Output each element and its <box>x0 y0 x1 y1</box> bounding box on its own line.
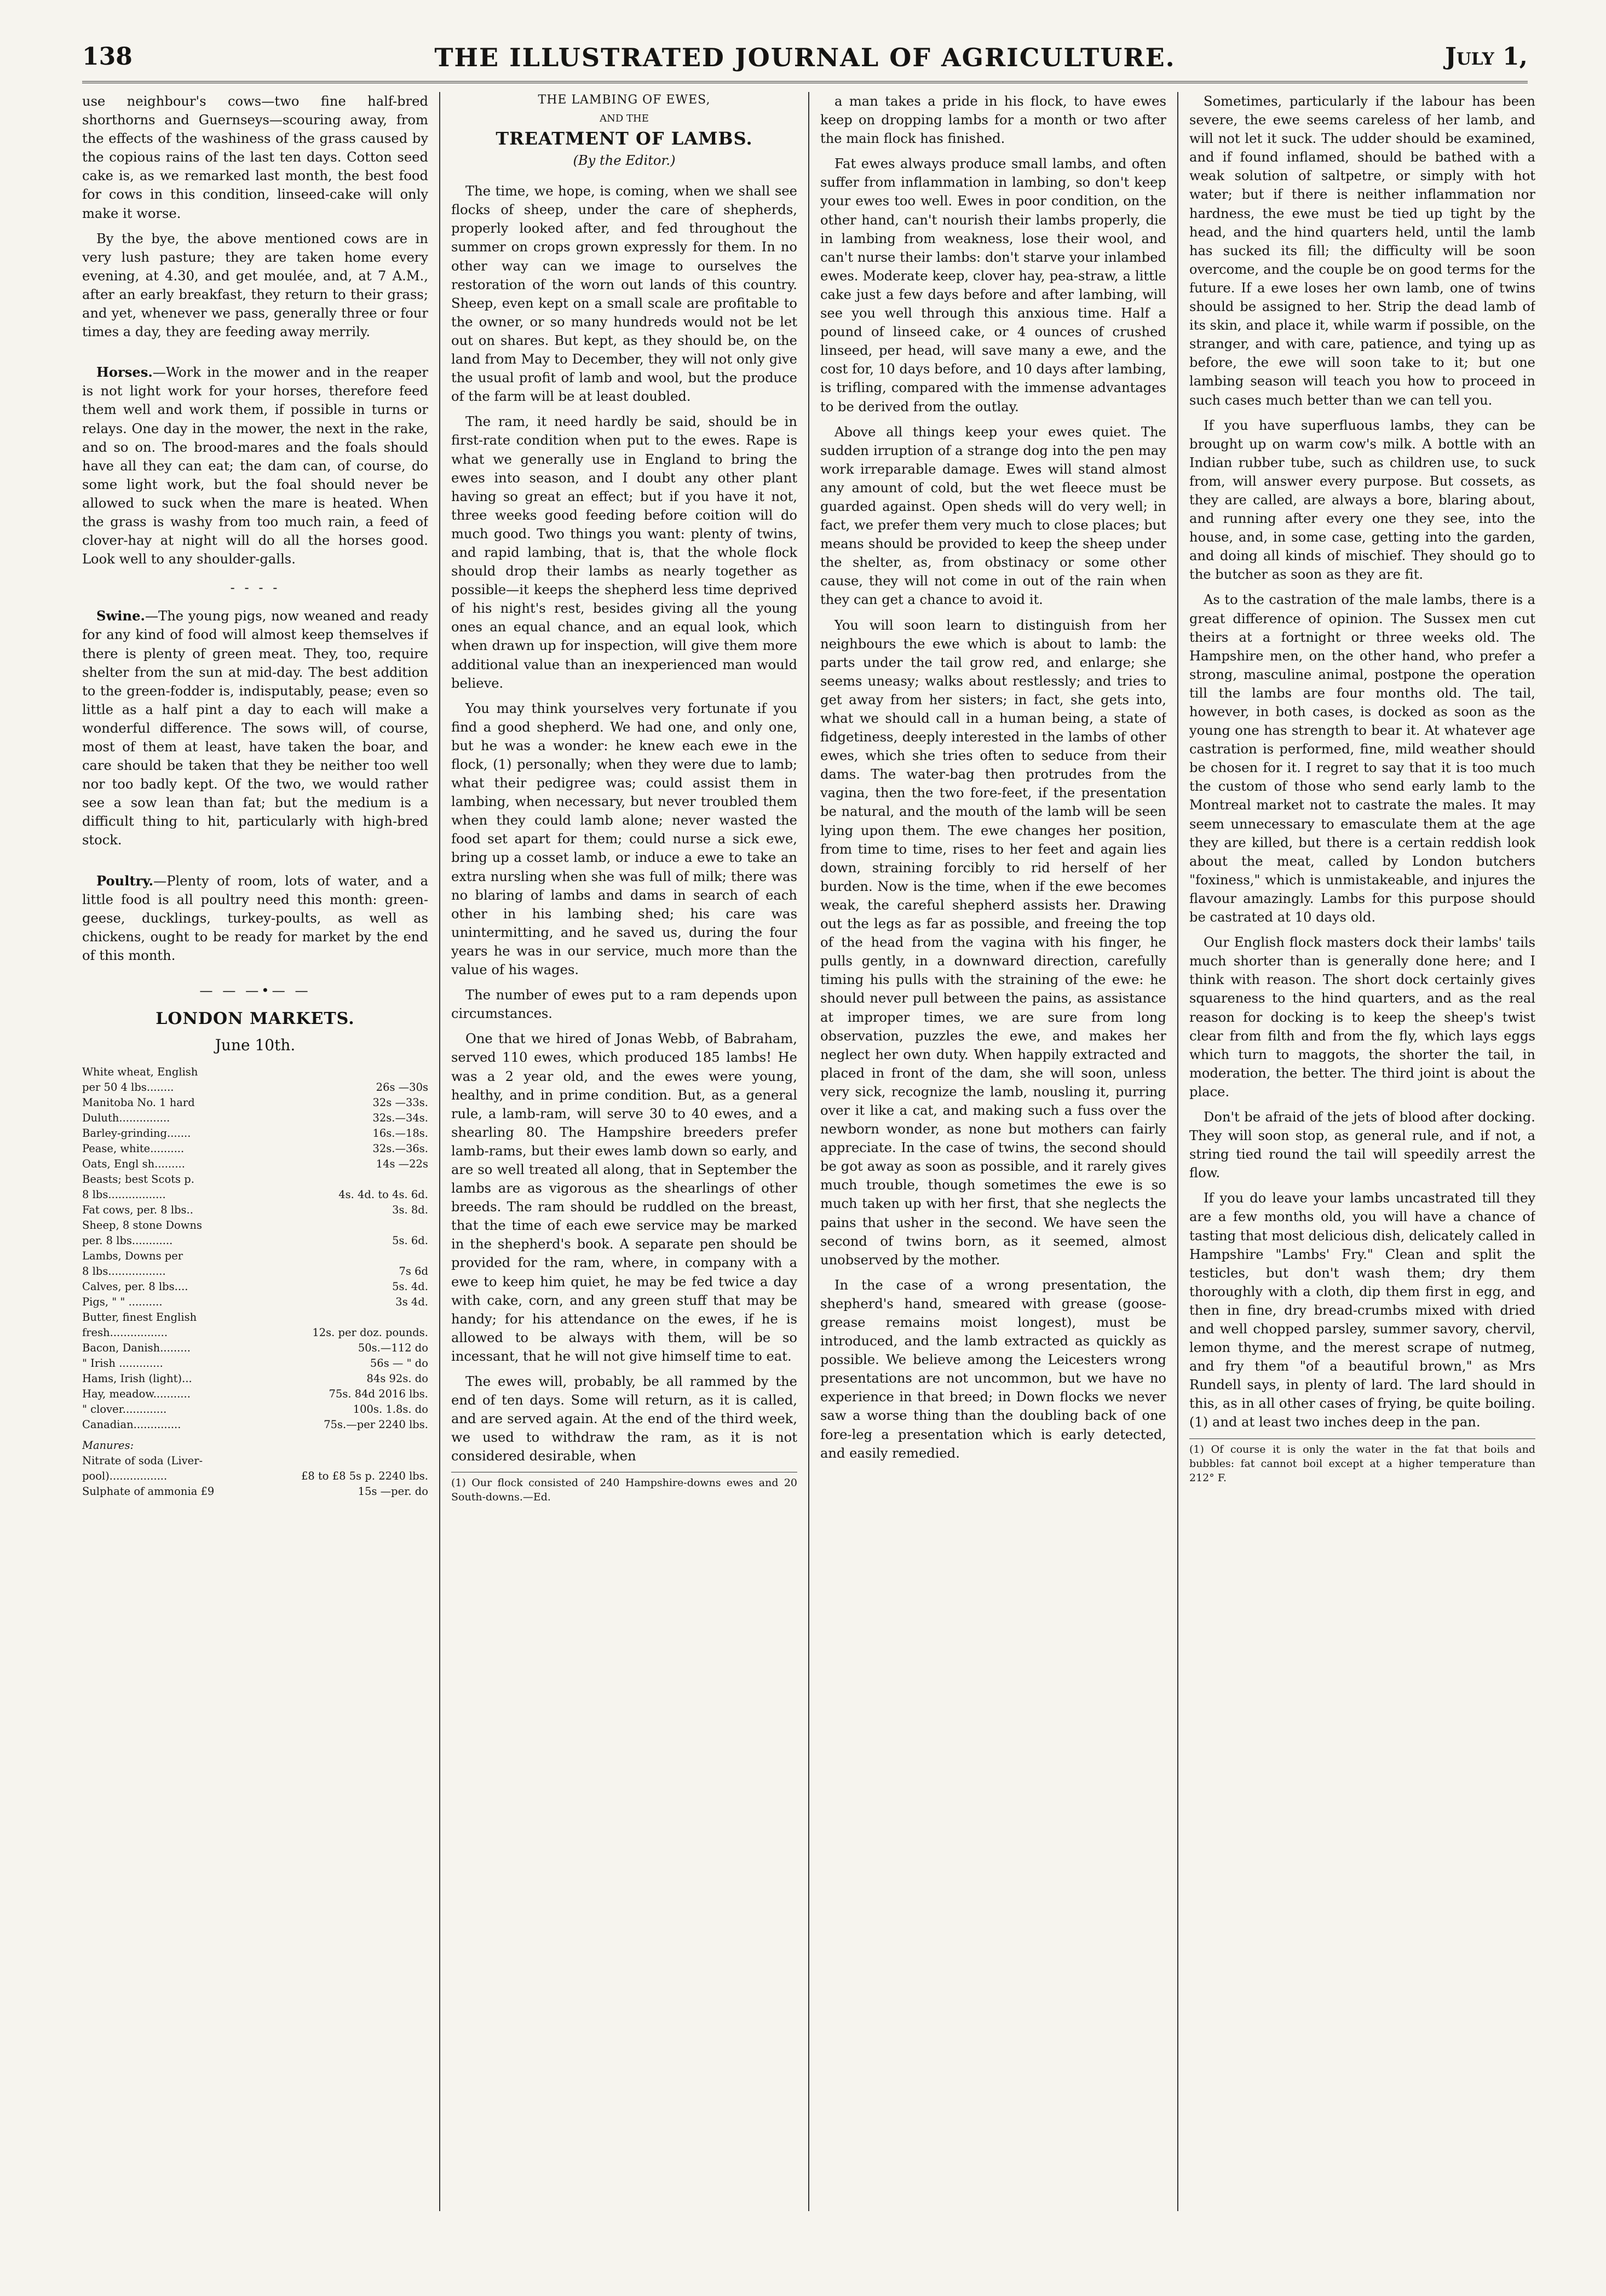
markets-title: LONDON MARKETS. <box>156 1009 355 1029</box>
market-row <box>82 1325 428 1340</box>
paragraph: a man takes a pride in his flock, to have ewes keep on dropping lambs for a month or two after the main flock has finished. <box>820 94 1166 147</box>
market-item: Fat cows, per. 8 lbs.. <box>82 1204 193 1217</box>
market-row <box>82 1126 428 1141</box>
paragraph: If you have superfluous lambs, they can be brought up on warm cow's milk. A bottle with an Indian rubber tube, such as children use, to suck from, will answer every purpose. But cossets, as they are called, are always a bore, blaring about, and running after every one they see, into the house, and, in some case, getting into the garden, and doing all kinds of mischief. They should go to the butcher as soon as they are fit. <box>1189 417 1535 583</box>
article-kicker: THE LAMBING OF EWES, <box>538 93 711 107</box>
column-rule <box>439 92 440 2211</box>
column-rule <box>808 92 809 2211</box>
market-item: Butter, finest English <box>82 1311 197 1324</box>
market-item: 8 lbs................. <box>82 1188 166 1201</box>
market-row <box>82 1156 428 1172</box>
market-item: 8 lbs................. <box>82 1265 166 1278</box>
paragraph: use neighbour's cows—two fine half-bred shorthorns and Guernseys—scouring away, from the effects of the washiness of the grass caused by the copious rains of the last ten days. Cotton seed cake is, as we remarked last month, the best food for cows in this condition, linseed-cake will only make it worse. <box>82 94 428 221</box>
market-price: 75s.—per 2240 lbs. <box>324 1418 428 1431</box>
market-price: 16s.—18s. <box>372 1127 428 1140</box>
market-row <box>82 1064 428 1080</box>
paragraph: By the bye, the above mentioned cows are in very lush pasture; they are taken home every evening, at 4.30, and get moulée, and, at 7 A.M., after an early breakfast, they return to their grass; and yet, whenever we pass, generally three or four times a day, they are feeding away merrily. <box>82 231 428 340</box>
section-text: —Work in the mower and in the reaper is not light work for your horses, therefore feed them well and work them, if possible in turns or relays. One day in the mower, the next in the rake, and so on. The brood-mares and the foals should have all they can eat; the dam can, of course, do some light work, but the foal should never be allowed to suck when the mare is heated. When the grass is washy from too much rain, a feed of clover-hay at night will do all the horses good. Look well to any shoulder-galls. <box>82 365 428 567</box>
article-body <box>451 182 797 1465</box>
market-list <box>82 1064 428 1432</box>
market-item: pool)................. <box>82 1470 168 1483</box>
market-item: Canadian.............. <box>82 1418 181 1431</box>
market-price: £8 to £8 5s p. 2240 lbs. <box>301 1470 428 1483</box>
paragraph: In the case of a wrong presentation, the shepherd's hand, smeared with grease (goose-grease remains moist longest), must be introduced, and the lamb extracted as quickly as possible. We believe among the Leicesters wrong presentations are not uncommon, but we have no experience in that breed; in Down flocks we never saw a worse thing than the doubling back of one fore-leg a presentation which is early detected, and easily remedied. <box>820 1277 1166 1461</box>
market-row <box>82 1469 428 1484</box>
separator: — — —•— — <box>199 983 311 999</box>
article-body <box>1189 92 1535 1432</box>
paragraph: The ewes will, probably, be all rammed by the end of ten days. Some will return, as it is called, and are served again. At the end of the third week, we used to withdraw the ram, as it is not considered desirable, when <box>451 1374 797 1464</box>
paragraph: The number of ewes put to a ram depends upon circumstances. <box>451 987 797 1022</box>
market-item: per. 8 lbs............ <box>82 1234 173 1247</box>
market-row <box>82 1310 428 1325</box>
market-price: 14s —22s <box>376 1158 428 1171</box>
separator: - - - - <box>230 580 280 596</box>
market-price: 32s —33s. <box>372 1096 428 1109</box>
paragraph: Fat ewes always produce small lambs, and often suffer from inflammation in lambing, so don't keep your ewes too well. Ewes in poor condition, on the other hand, can't nourish their lambs properly, die in lambing from weakness, lose their wool, and can't nurse their lambs: don't starve your inlambed ewes. Moderate keep, clover hay, pea-straw, a little cake just a few days before and after lambing, will see you well through this anxious time. Half a pound of linseed cake, or 4 ounces of crushed linseed, per head, will save many a ewe, and the cost for, 10 days before, and 10 days after lambing, is trifling, compared with the immense advantages to be derived from the outlay. <box>820 156 1166 415</box>
column-3 <box>820 92 1166 2211</box>
market-price: 84s 92s. do <box>366 1372 428 1385</box>
market-price: 5s. 6d. <box>392 1234 428 1247</box>
market-price: 100s. 1.8s. do <box>353 1403 428 1416</box>
market-item: Hay, meadow........... <box>82 1388 191 1401</box>
market-row <box>82 1402 428 1417</box>
section-text: —The young pigs, now weaned and ready for any kind of food will almost keep themselves if there is plenty of green meat. They, too, require shelter from the sun at mid-day. The best addition to the green-fodder is, indisputably, pease; even so little as a half pint a day to each will make a wonderful difference. The sows will, of course, most of them at least, have taken the boar, and care should be taken that they be neither too well nor too badly kept. Of the two, we would rather see a sow lean than fat; but the medium is a difficult thing to hit, particularly with high-bred stock. <box>82 608 428 848</box>
market-price: 3s 4d. <box>395 1296 428 1309</box>
markets-date: June 10th. <box>215 1036 296 1055</box>
issue-date: July 1, <box>1444 43 1528 71</box>
paragraph: Above all things keep your ewes quiet. The sudden irruption of a strange dog into the pen may work irreparable damage. Ewes will stand almost any amount of cold, but the wet fleece must be guarded against. Open sheds will do very well; in fact, we prefer them very much to close places; but means should be provided to keep the sheep under the shelter, as, from obstinacy or some other cause, they will not come in out of the rain when they can get a chance to avoid it. <box>820 424 1166 608</box>
market-item: Sheep, 8 stone Downs <box>82 1219 202 1232</box>
market-item: Oats, Engl sh......... <box>82 1158 185 1171</box>
market-price: 56s — " do <box>370 1357 428 1370</box>
market-row <box>82 1141 428 1156</box>
market-price: 50s.—112 do <box>358 1342 428 1355</box>
market-item: Calves, per. 8 lbs.... <box>82 1280 188 1293</box>
column-2 <box>451 92 797 2211</box>
paragraph: The time, we hope, is coming, when we shall see flocks of sheep, under the care of shepherds, properly looked after, and fed throughout the summer on crops grown expressly for them. In no other way can we image to ourselves the restoration of the worn out lands of this country. Sheep, even kept on a small scale are profitable to the owner, or so many hundreds would not be let out on shares. But kept, as they should be, on the land from May to December, they will not only give the usual profit of lamb and wool, but the produce of the farm will be at least doubled. <box>451 183 797 405</box>
market-row <box>82 1340 428 1356</box>
market-price: 3s. 8d. <box>392 1204 428 1217</box>
manure-list <box>82 1453 428 1499</box>
column-1 <box>82 92 428 2211</box>
swine-section <box>82 607 428 849</box>
market-item: per 50 4 lbs........ <box>82 1081 174 1094</box>
market-price: 32s.—34s. <box>372 1112 428 1125</box>
paragraph: Sometimes, particularly if the labour has been severe, the ewe seems careless of her lamb, and will not let it suck. The udder should be examined, and if found inflamed, should be bathed with a weak solution of saltpetre, or simply with hot water; but if there is neither inflammation nor hardness, the ewe must be tied up tight by the head, and the hind quarters held, until the lamb has sucked its fill; the difficulty will be soon overcome, and the couple be on good terms for the future. If a ewe loses her own lamb, one of twins should be assigned to her. Strip the dead lamb of its skin, and place it, while warm if possible, on the stranger, and with care, patience, and tying up as before, the ewe will soon take to it; but one lambing season will teach you how to proceed in such cases much better than we can tell you. <box>1189 94 1535 408</box>
market-price: 75s. 84d 2016 lbs. <box>329 1388 428 1401</box>
market-item: Pigs, " " .......... <box>82 1296 163 1309</box>
market-row <box>82 1095 428 1110</box>
market-price: 4s. 4d. to 4s. 6d. <box>338 1188 428 1201</box>
market-row <box>82 1417 428 1432</box>
paragraph: You will soon learn to distinguish from her neighbours the ewe which is about to lamb: the parts under the tail grow red, and enlarge; she seems uneasy; walks about restlessly; and tries to get away from her sisters; in fact, she gets into, what we should call in a human being, a state of fidgetiness, deeply interested in the lambs of other ewes, which she tries often to seduce from their dams. The water-bag then protrudes from the vagina, then the two fore-feet, if the presentation be natural, and the mouth of the lamb will be seen lying upon them. The ewe changes her position, from time to time, rises to her feet and again lies down, straining forcibly to rid herself of her burden. Now is the time, when if the ewe becomes weak, the careful shepherd assists her. Drawing out the legs as far as possible, and freeing the top of the head from the vagina with his finger, he pulls gently, in a downward direction, carefully timing his pulls with the straining of the ewe: he should never pull between the pains, as assistance at improper times, we are sure from long observation, puzzles the ewe, and makes her neglect her own duty. When happily extracted and placed in front of the dam, she will soon, unless very sick, recognize the lamb, nousling it, purring over it like a cat, and making such a fuss over the newborn wonder, as none but mothers can fairly appreciate. In the case of twins, the second should be got away as soon as possible, and it rarely gives much trouble, though sometimes the ewe is so much taken up with her first, that she neglects the pains that usher in the second. We have seen the second of twins born, as it seemed, almost unobserved by the mother. <box>820 617 1166 1268</box>
market-row <box>82 1453 428 1469</box>
section-text: —Plenty of room, lots of water, and a little food is all poultry need this month: green-geese, ducklings, turkey-poults, as well as chickens, ought to be ready for market by the end of this month. <box>82 873 428 963</box>
market-item: Sulphate of ammonia £9 <box>82 1485 215 1498</box>
market-row <box>82 1386 428 1402</box>
section-head-swine: Swine. <box>96 608 145 624</box>
page-number: 138 <box>82 43 133 71</box>
market-price: 32s.—36s. <box>372 1142 428 1155</box>
section-head-poultry: Poultry. <box>96 872 154 889</box>
market-row <box>82 1110 428 1126</box>
market-item: " Irish ............. <box>82 1357 163 1370</box>
market-price: 5s. 4d. <box>392 1280 428 1293</box>
market-item: fresh................. <box>82 1326 168 1339</box>
market-row <box>82 1356 428 1371</box>
page-header <box>82 43 1528 83</box>
column-rule <box>1177 92 1178 2211</box>
horses-section <box>82 363 428 568</box>
market-item: Nitrate of soda (Liver- <box>82 1454 203 1468</box>
market-row <box>82 1371 428 1386</box>
market-price: 7s 6d <box>399 1265 428 1278</box>
market-price: 15s —per. do <box>358 1485 428 1498</box>
market-item: Hams, Irish (light)... <box>82 1372 192 1385</box>
market-row <box>82 1218 428 1233</box>
paragraph: Our English flock masters dock their lambs' tails much shorter than is generally done here; and I think with reason. The short dock certainly gives squareness to the hind quarters, and as the real reason for docking is to keep the sheep's twist clear from filth and from the fly, which lays eggs which turn to maggots, the shorter the tail, in moderation, the better. The third joint is about the place. <box>1189 935 1535 1100</box>
market-item: " clover............. <box>82 1403 167 1416</box>
market-item: White wheat, English <box>82 1066 198 1079</box>
journal-title: THE ILLUSTRATED JOURNAL OF AGRICULTURE. <box>434 43 1176 72</box>
market-row <box>82 1264 428 1279</box>
market-item: Bacon, Danish......... <box>82 1342 191 1355</box>
market-item: Beasts; best Scots p. <box>82 1173 194 1186</box>
market-item: Manitoba No. 1 hard <box>82 1096 195 1109</box>
market-row <box>82 1484 428 1499</box>
market-price: 26s —30s <box>376 1081 428 1094</box>
article-and-the: AND THE <box>600 113 649 124</box>
paragraph: If you do leave your lambs uncastrated till they are a few months old, you will have a chance of tasting that most delicious dish, delicately called in Hampshire "Lambs' Fry." Clean and split the testicles, but don't wash them; dry them thoroughly with a cloth, dip them first in egg, and then in fine, dry bread-crumbs mixed with dried and well chopped parsley, summer savory, chervil, lemon thyme, and the merest scrape of nutmeg, and fry them "of a beautiful brown," as Mrs Rundell says, in plenty of lard. The lard should in this, as in all other cases of frying, be quite boiling. (1) and at least two inches deep in the pan. <box>1189 1190 1535 1430</box>
manures-head: Manures: <box>82 1439 134 1452</box>
article-body <box>820 92 1166 1463</box>
market-row <box>82 1279 428 1294</box>
market-row <box>82 1202 428 1218</box>
article-byline: (By the Editor.) <box>573 153 676 169</box>
paragraph: As to the castration of the male lambs, there is a great difference of opinion. The Sussex men cut theirs at a fortnight or three weeks old. The Hampshire men, on the other hand, who prefer a strong, masculine animal, postpone the operation till the lambs are four months old. The tail, however, in both cases, is docked as soon as the young one has strength to bear it. At whatever age castration is performed, fine, mild weather should be chosen for it. I regret to say that it is too much the custom of those who send early lamb to the Montreal market not to castrate the males. It may seem unnecessary to emasculate them at the age they are killed, but there is a certain reddish look about the meat, called by London butchers "foxiness," which is unmistakeable, and injures the flavour amazingly. Lambs for this purpose should be castrated at 10 days old. <box>1189 592 1535 925</box>
column-4 <box>1189 92 1535 2211</box>
section-head-horses: Horses. <box>96 364 153 381</box>
footnote: (1) Our flock consisted of 240 Hampshire-downs ewes and 20 South-downs.—Ed. <box>451 1472 797 1504</box>
market-item: Pease, white.......... <box>82 1142 185 1155</box>
market-row <box>82 1248 428 1264</box>
market-row <box>82 1172 428 1187</box>
paragraph: One that we hired of Jonas Webb, of Babraham, served 110 ewes, which produced 185 lambs! He was a 2 year old, and the ewes were young, healthy, and in prime condition. But, as a general rule, a lamb-ram, will serve 30 to 40 ewes, and a shearling 80. The Hampshire breeders prefer lamb-rams, but their ewes lamb down so early, and are so well treated all along, that in September the lambs are as vigorous as the shearlings of other breeds. The ram should be ruddled on the breast, that the time of each ewe service may be marked in the shepherd's book. A separate pen should be provided for the ram, where, in company with a ewe to keep him quiet, he may be fed twice a day with cake, corn, and any green stuff that may be handy; for his attendance on the ewes, if he is allowed to be always with them, will be so incessant, that he will not give himself time to eat. <box>451 1031 797 1364</box>
market-item: Duluth............... <box>82 1112 170 1125</box>
footnote: (1) Of course it is only the water in the fat that boils and bubbles: fat cannot boil except at a higher temperature than 212° F. <box>1189 1438 1535 1485</box>
market-item: Lambs, Downs per <box>82 1250 183 1263</box>
market-item: Barley-grinding....... <box>82 1127 191 1140</box>
paragraph: Don't be afraid of the jets of blood after docking. They will soon stop, as general rule, and if not, a string tied round the tail will speedily arrest the flow. <box>1189 1109 1535 1181</box>
poultry-section <box>82 872 428 965</box>
paragraph: The ram, it need hardly be said, should be in first-rate condition when put to the ewes. Rape is what we generally use in England to bring the ewes into season, and I doubt any other plant having so great an effect; but if you have it not, three weeks good feeding before coition will do much good. Two things you want: plenty of twins, and rapid lambing, that is, that the whole flock should drop their lambs as nearly together as possible—it keeps the shepherd less time deprived of his night's rest, besides giving all the young ones an equal chance, and an equal look, which when drawn up for inspection, will give them more additional value than an inexperienced man would believe. <box>451 414 797 691</box>
market-row <box>82 1233 428 1248</box>
market-row <box>82 1294 428 1310</box>
article-title: TREATMENT OF LAMBS. <box>496 128 753 149</box>
paragraph: You may think yourselves very fortunate if you find a good shepherd. We had one, and only one, but he was a wonder: he knew each ewe in the flock, (1) personally; when they were due to lamb; what their pedigree was; could assist them in lambing, when necessary, but never troubled them when they could lamb alone; never wasted the food set apart for them; could nurse a sick ewe, bring up a cosset lamb, or induce a ewe to take an extra nursling when she was full of milk; there was no blaring of lambs and dams in search of each other in his lambing shed; his care was unintermitting, and he saved us, during the four years he was in our service, much more than the value of his wages. <box>451 700 797 978</box>
market-row <box>82 1187 428 1202</box>
market-row <box>82 1080 428 1095</box>
market-price: 12s. per doz. pounds. <box>312 1326 428 1339</box>
